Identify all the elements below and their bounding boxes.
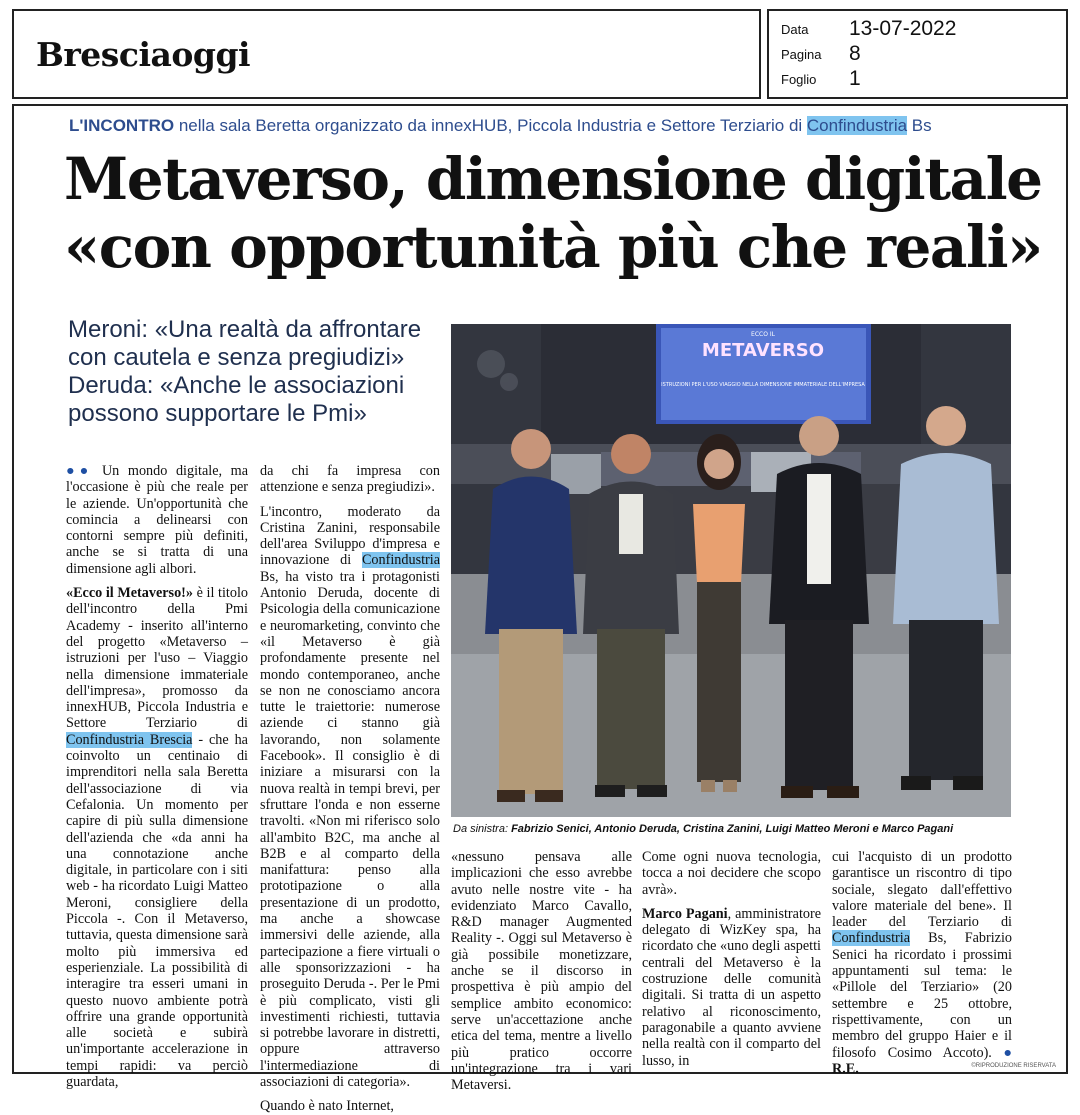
column-3 bbox=[451, 849, 632, 1093]
subheadline: Meroni: «Una realtà da affrontare con cautela e senza pregiudizi» Deruda: «Anche le associazioni possono supportare le Pmi» bbox=[68, 316, 422, 427]
column-4-name: Marco Pagani bbox=[642, 905, 728, 922]
screen-small-text: ECCO IL bbox=[751, 331, 775, 338]
meta-sheet-label: Foglio bbox=[781, 72, 817, 87]
column-4 bbox=[642, 849, 821, 1069]
column-5 bbox=[832, 849, 1012, 1077]
meta-page-value: 8 bbox=[849, 42, 861, 65]
column-4-p1: Come ogni nuova tecnologia, tocca a noi decidere che scopo avrà». bbox=[642, 849, 821, 898]
signature-bullet: ● bbox=[1003, 1044, 1012, 1061]
column-2-highlight: Confindustria bbox=[361, 552, 440, 569]
column-2-p1: da chi fa impresa con attenzione e senza pregiudizi». bbox=[260, 463, 440, 496]
column-1-highlight: Confindustria Brescia bbox=[66, 731, 193, 748]
event-photo-image bbox=[451, 324, 1011, 817]
column-2-p2b: Bs, ha visto tra i protagonisti Antonio Deruda, docente di Psicologia della comunicazione e neuromarketing, convinto che «il Metaverso è già profondamente presente nel mondo contemporaneo, anche se non ne conosciamo ancora tutte le traiettorie: numerose aziende ci stanno già lavorando, non solamente Facebook». Il consiglio è di iniziare a misurarsi con la nuova realtà in tempi brevi, per sfruttare l'onda e non esserne travolti. «Non mi riferisco solo all'ambito B2C, ma anche al B2B e al comparto della manifattura: penso alla prototipazione o alla presentazione di un prodotto, ma anche a showcase immersivi delle aziende, alla partecipazione a fiere virtuali o alle sponsorizzazioni - ha proseguito Deruda -. Per le Pmi è più complicato, visti gli investimenti richiesti, tuttavia si potrebbe lavorare in distretti, oppure attraverso l'intermediazione di associazioni di categoria». bbox=[260, 568, 440, 1090]
column-5-highlight: Confindustria bbox=[832, 930, 911, 947]
meta-page-label: Pagina bbox=[781, 47, 822, 62]
column-1-title-quote: «Ecco il Metaverso!» bbox=[66, 585, 193, 602]
copyright-notice: ©RIPRODUZIONE RISERVATA bbox=[971, 1063, 1056, 1069]
masthead bbox=[12, 9, 761, 99]
kicker-tail: Bs bbox=[907, 116, 932, 135]
meta-sheet-value: 1 bbox=[849, 67, 861, 90]
photo-caption bbox=[453, 823, 1013, 835]
article-page bbox=[12, 104, 1068, 1115]
signature: R.E. bbox=[832, 1060, 859, 1077]
column-5-p1b: Bs, Fabrizio Senici ha ricordato i prossimi appuntamenti sul tema: le «Pillole del Terziario» (20 settembre e 25 ottobre, rispettivamente, con un membro del gruppo Haier e il filosofo Cosimo Accoto). bbox=[832, 930, 1012, 1061]
kicker bbox=[69, 116, 932, 136]
headline-line-2: «con opportunità più che reali» bbox=[64, 213, 1042, 281]
column-2 bbox=[260, 463, 440, 1115]
lead-bullet: ●● bbox=[66, 463, 102, 479]
column-1 bbox=[66, 463, 248, 1090]
newspaper-name: Bresciaoggi bbox=[36, 35, 251, 74]
clipping-meta bbox=[767, 9, 1068, 99]
column-2-p3: Quando è nato Internet, bbox=[260, 1098, 394, 1115]
screen-subtitle: ISTRUZIONI PER L'USO VIAGGIO NELLA DIMENSIONE IMMATERIALE DELL'IMPRESA bbox=[661, 382, 865, 388]
caption-prefix: Da sinistra: bbox=[453, 823, 512, 835]
headline-line-1: Metaverso, dimensione digitale bbox=[64, 145, 1042, 213]
event-photo bbox=[451, 324, 1011, 817]
column-5-p1a: cui l'acquisto di un prodotto garantisce un riscontro di tipo sociale, slegato dall'effettivo valore materiale del bene». Il leader del Terziario di bbox=[832, 849, 1012, 931]
kicker-text: nella sala Beretta organizzato da innexHUB, Piccola Industria e Settore Terziario di bbox=[174, 116, 807, 135]
kicker-lead: L'INCONTRO bbox=[69, 116, 175, 135]
screen-title: METAVERSO bbox=[701, 340, 825, 361]
caption-names: Fabrizio Senici, Antonio Deruda, Cristina Zanini, Luigi Matteo Meroni e Marco Pagani bbox=[511, 823, 954, 835]
column-4-p2: , amministratore delegato di WizKey spa, ha ricordato che «uno degli aspetti centrali del Metaverso è la costruzione delle comunità digitali. Si tratta di un aspetto relativo al riconoscimento, paragonabile a quanto avviene nella realtà con il comparto del lusso, in bbox=[642, 905, 822, 1069]
column-2-p2a: L'incontro, moderato da Cristina Zanini, responsabile dell'area Sviluppo d'impresa e innovazione di bbox=[260, 503, 440, 569]
kicker-highlight: Confindustria bbox=[806, 116, 908, 135]
column-1-p2b: - che ha coinvolto un centinaio di imprenditori nella sala Beretta dell'associazione di via Cefalonia. Un momento per capire di più sulla dimensione dell'azienda che «da anni ha una connotazione anche digitale, in particolare con i siti web - ha ricordato Luigi Matteo Meroni, consigliere della Piccola -. Con il Metaverso, tuttavia, questa dimensione sarà molto più immersiva ed esperienziale. La possibilità di interagire tra esseri umani in questo nuovo ambiente potrà offrire una grande opportunità alle società e subirà un'importante accelerazione in tempi rapidi: va perciò guardata, bbox=[66, 731, 248, 1090]
meta-date-label: Data bbox=[781, 22, 809, 37]
column-1-p1: Un mondo digitale, ma l'occasione è più che reale per le aziende. Un'opportunità che comincia a delinearsi con contorni sempre più definiti, anche se si tratta di una dimensione agli albori. bbox=[66, 463, 248, 577]
column-1-p2a: è il titolo dell'incontro della Pmi Academy - inserito all'interno del progetto «Metaverso – istruzioni per l'uso – Viaggio nella dimensione immateriale dell'impresa», promosso da innexHUB, Piccola Industria e Settore Terziario di bbox=[66, 585, 248, 732]
meta-date-value: 13-07-2022 bbox=[849, 17, 957, 40]
column-3-p1: «nessuno pensava alle implicazioni che esso avrebbe avuto nelle nostre vite - ha evidenziato Marco Cavallo, R&D manager Augmented Reality -. Oggi sul Metaverso è già possibile monetizzare, anche se il discorso in prospettiva è più ampio del semplice ambito economico: serve un'accettazione anche etica del tema, mentre a livello più pratico occorre un'integrazione tra i vari Metaversi. bbox=[451, 849, 632, 1094]
